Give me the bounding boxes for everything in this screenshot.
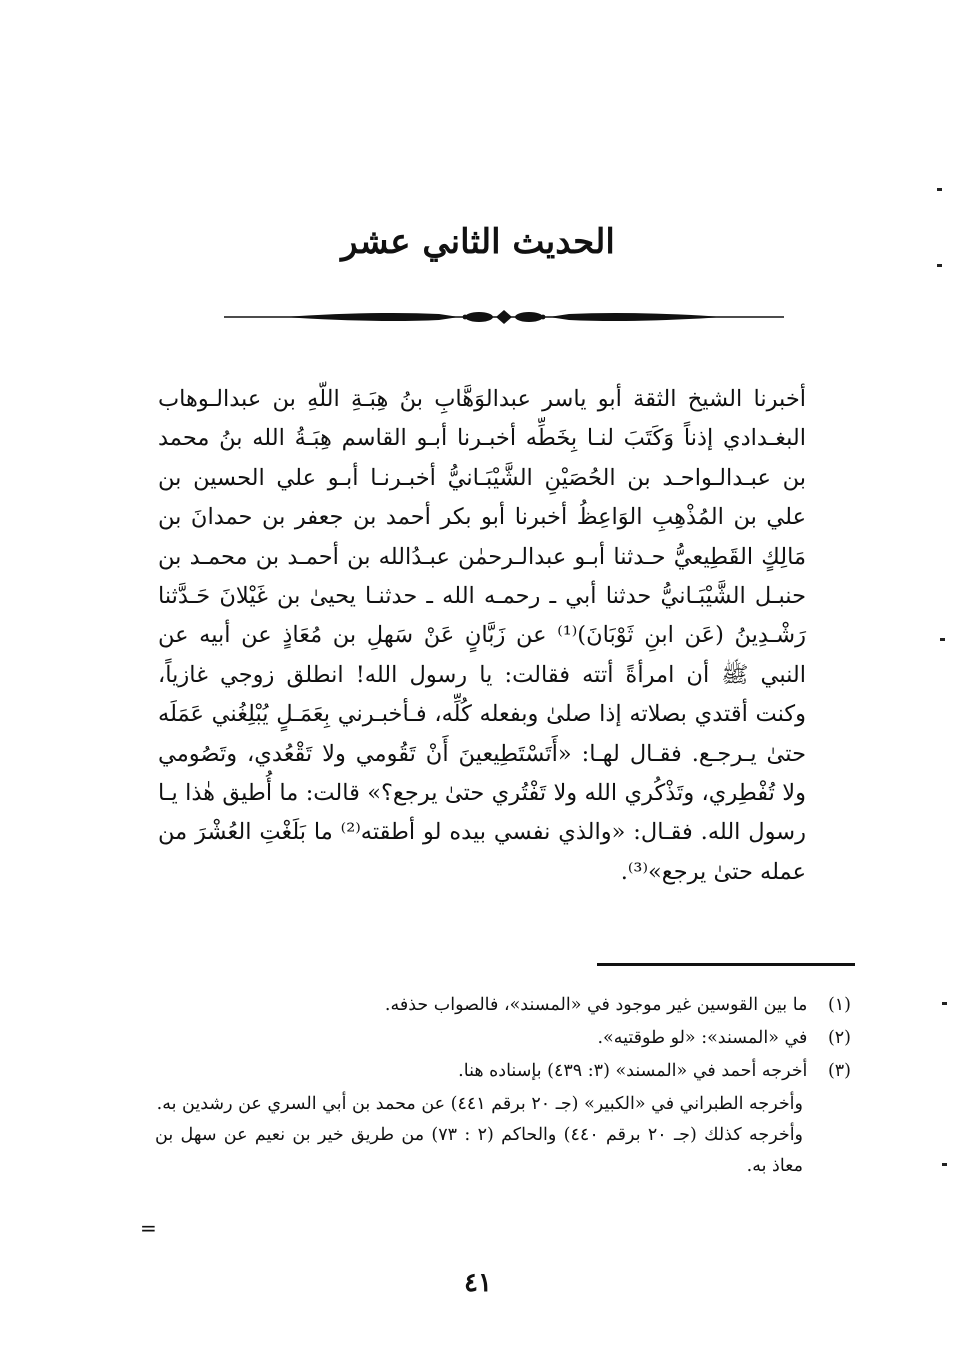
footnote-text: أخرجه أحمد في «المسند» (٣: ٤٣٩) بإسناده هنا. [458, 1061, 808, 1081]
hadith-text [158, 380, 806, 892]
margin-tick [942, 1002, 947, 1005]
footnote-number: (٢) [827, 1028, 851, 1048]
hadith-paragraph: أخبرنا الشيخ الثقة أبو ياسر عبدالوَهَّابِ بنُ هِبَـةِ اللّهِ بن عبدالـوهاب البغـدادي إذناً وَكَتَبَ لنـا بِخَطِّه أخبـرنا أبـو القاسم هِبَـةُ الله بنُ محمد بن عبـدالـواحـد بن الحُصَيْنِ الشَّيْبَـانيُّ أخبـرنـا أبـو علي الحسين بن علي بن المُذْهِبِ الوَاعِظُ أخبرنا أبو بكر أحمد بن جعفر بن حمدانَ بن مَالِكٍ القَطِيعيُّ حـدثنا أبـو عبدالـرحمٰن عبـدُالله بن أحمـد بن محمـد بن حنبـل الشَّيْبَـانيُّ حدثنا أبي ـ رحمـه الله ـ حدثنـا يحيىٰ بن غَيْلانَ حَـدَّثنا رَشْـدِينُ (عَن ابنِ ثَوْبَانَ)⁽¹⁾ عن زَبَّانٍ عَنْ سَهلِ بن مُعَاذٍ عن أبيه عن النبي ﷺ أن امرأةً أتته فقالت: يا رسول الله! انطلق زوجي غازياً، وكنت أقتدي بصلاته إذا صلىٰ وبفعله كُلِّه، فـأخبـرني بِعَمَـلٍ يُبْلِغُني عَمَلَه حتىٰ يـرجـع. فقـال لهـا: «أَتَسْتَطِيعينَ أَنْ تَقُومي ولا تَقْعُدي، وتَصُومي ولا تُفْطِري، وتَذْكُري الله ولا تَفْتُري حتىٰ يرجع؟» قالت: ما أُطيق هٰذا يـا رسول الله. فقـال: «والذي نفسي بيده لو أطقته⁽²⁾ ما بَلَغْتِ العُشْرَ من عمله حتىٰ يرجع»⁽³⁾. [158, 386, 806, 885]
margin-tick [937, 264, 942, 267]
footnote-text: ما بين القوسين غير موجود في «المسند»، فالصواب حذفه. [384, 995, 808, 1015]
footnote-3 [155, 1056, 851, 1087]
page-number: ٤١ [464, 1268, 492, 1298]
footnote-3-continuation: وأخرجه كذلك (جـ ٢٠ برقم ٤٤٠) والحاكم (٢ : ٧٣) من طريق خير بن نعيم عن سهل بن معاذ به. [155, 1125, 804, 1176]
margin-tick [937, 188, 942, 191]
footnote-3-continuation: وأخرجه الطبراني في «الكبير» (جـ ٢٠ برقم ٤٤١) عن محمد بن أبي السري عن رشدين به. [156, 1094, 803, 1114]
chapter-title: الحديث الثاني عشر [341, 222, 615, 262]
footnote-2 [155, 1023, 851, 1054]
footnote-1 [155, 990, 851, 1021]
margin-tick [940, 638, 945, 641]
footnotes [155, 990, 851, 1182]
margin-tick [942, 1163, 947, 1166]
footnote-text: في «المسند»: «لو طوقتيه». [597, 1028, 808, 1048]
ornamental-divider [224, 302, 784, 332]
continuation-mark: = [140, 1216, 157, 1240]
footnote-separator [597, 963, 855, 966]
footnote-number: (١) [827, 995, 851, 1015]
footnote-number: (٣) [827, 1061, 851, 1081]
